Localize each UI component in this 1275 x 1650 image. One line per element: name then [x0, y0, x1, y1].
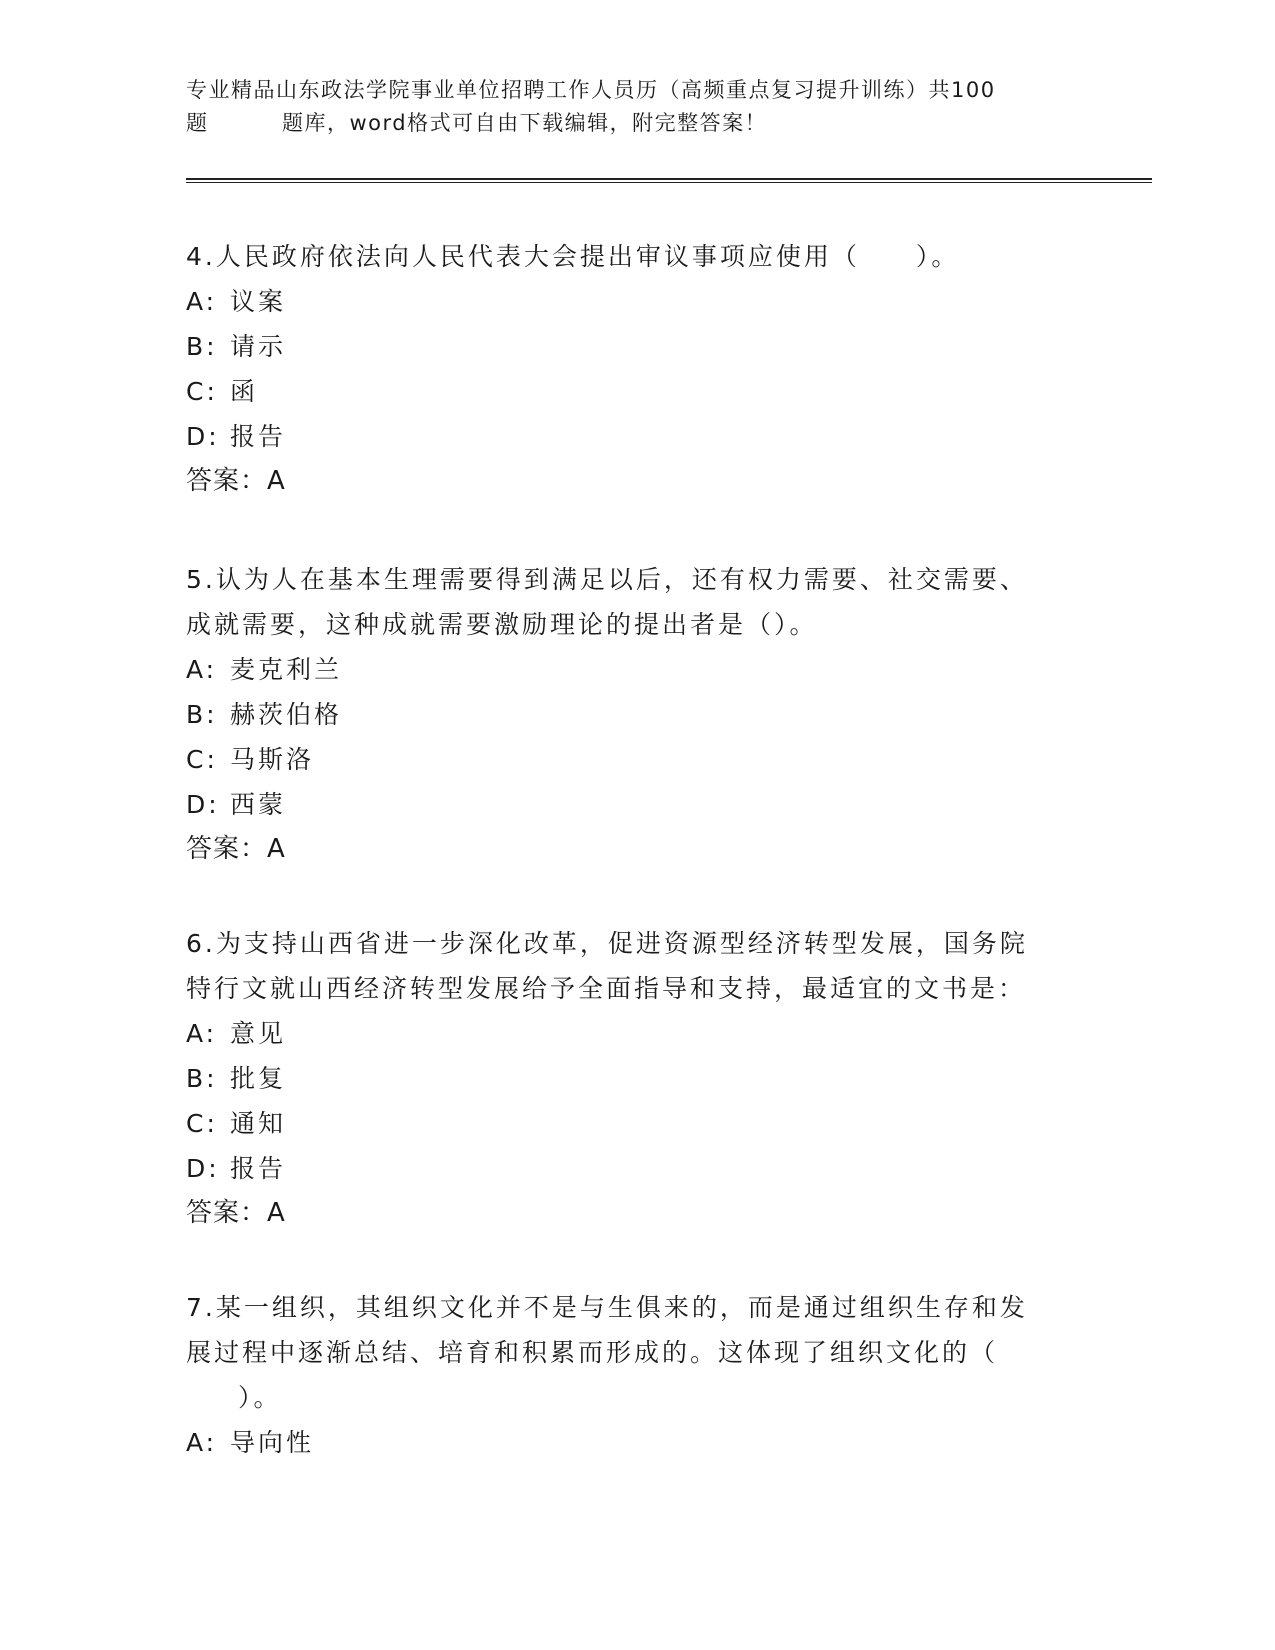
option-label: B:: [186, 1064, 218, 1093]
header-line-1: 专业精品山东政法学院事业单位招聘工作人员历（高频重点复习提升训练）共100: [186, 78, 996, 102]
option-text: 麦克利兰: [230, 655, 343, 684]
option-b: [186, 1056, 1066, 1101]
option-text: 批复: [230, 1064, 287, 1093]
option-label: B:: [186, 700, 218, 729]
option-label: C:: [186, 745, 218, 774]
question-stem: [186, 1285, 1066, 1420]
option-text: 请示: [230, 332, 287, 361]
option-text: 议案: [230, 287, 287, 316]
answer: 答案：A: [186, 466, 286, 496]
question-stem-line: 特行文就山西经济转型发展给予全面指导和支持，最适宜的文书是：: [186, 974, 1027, 1003]
header-divider-thick: [186, 178, 1152, 180]
question-stem-line: 成就需要，这种成就需要激励理论的提出者是（）。: [186, 610, 818, 639]
question-stem: [186, 921, 1066, 1011]
question-stem-line: 6.为支持山西省进一步深化改革，促进资源型经济转型发展，国务院: [186, 929, 1028, 958]
option-text: 报告: [230, 1154, 287, 1183]
option-label: C:: [186, 1109, 218, 1138]
option-text: 马斯洛: [230, 745, 315, 774]
question-6: [186, 921, 1066, 1236]
option-text: 意见: [230, 1019, 287, 1048]
header-line-2: [186, 107, 1086, 140]
question-7: [186, 1285, 1066, 1465]
option-label: A:: [186, 655, 218, 684]
option-d: [186, 782, 1066, 827]
option-d: [186, 414, 1066, 459]
option-label: C:: [186, 377, 218, 406]
option-a: [186, 1420, 1066, 1465]
option-text: 赫茨伯格: [230, 700, 343, 729]
option-c: [186, 737, 1066, 782]
question-4: [186, 234, 1066, 504]
option-a: [186, 647, 1066, 692]
option-b: [186, 692, 1066, 737]
option-label: A:: [186, 1428, 218, 1457]
option-text: 西蒙: [230, 790, 287, 819]
option-d: [186, 1146, 1066, 1191]
option-a: [186, 279, 1066, 324]
option-label: D:: [186, 422, 220, 451]
question-stem-line: ）。: [238, 1383, 282, 1412]
question-stem: [186, 557, 1066, 647]
option-b: [186, 324, 1066, 369]
option-label: A:: [186, 1019, 218, 1048]
option-label: B:: [186, 332, 218, 361]
document-header: [186, 74, 1086, 140]
option-c: [186, 1101, 1066, 1146]
option-label: A:: [186, 287, 218, 316]
header-line-2-rest: 题库，word格式可自由下载编辑，附完整答案！: [282, 111, 768, 135]
question-stem-line: 7.某一组织，其组织文化并不是与生俱来的，而是通过组织生存和发: [186, 1293, 1028, 1322]
answer: 答案：A: [186, 1198, 286, 1228]
option-text: 报告: [230, 422, 287, 451]
option-text: 函: [230, 377, 259, 406]
option-label: D:: [186, 1154, 220, 1183]
question-stem-line: 5.认为人在基本生理需要得到满足以后，还有权力需要、社交需要、: [186, 565, 1028, 594]
option-text: 导向性: [230, 1428, 315, 1457]
header-divider-thin: [186, 182, 1152, 183]
answer: 答案：A: [186, 834, 286, 864]
option-a: [186, 1011, 1066, 1056]
question-stem-line: 展过程中逐渐总结、培育和积累而形成的。这体现了组织文化的（: [186, 1338, 999, 1367]
question-stem: [186, 234, 1066, 279]
option-label: D:: [186, 790, 220, 819]
question-5: [186, 557, 1066, 872]
question-stem-line: 4.人民政府依法向人民代表大会提出审议事项应使用（ ）。: [186, 242, 960, 271]
header-line-2-start: 题: [186, 111, 209, 135]
option-c: [186, 369, 1066, 414]
option-text: 通知: [230, 1109, 287, 1138]
